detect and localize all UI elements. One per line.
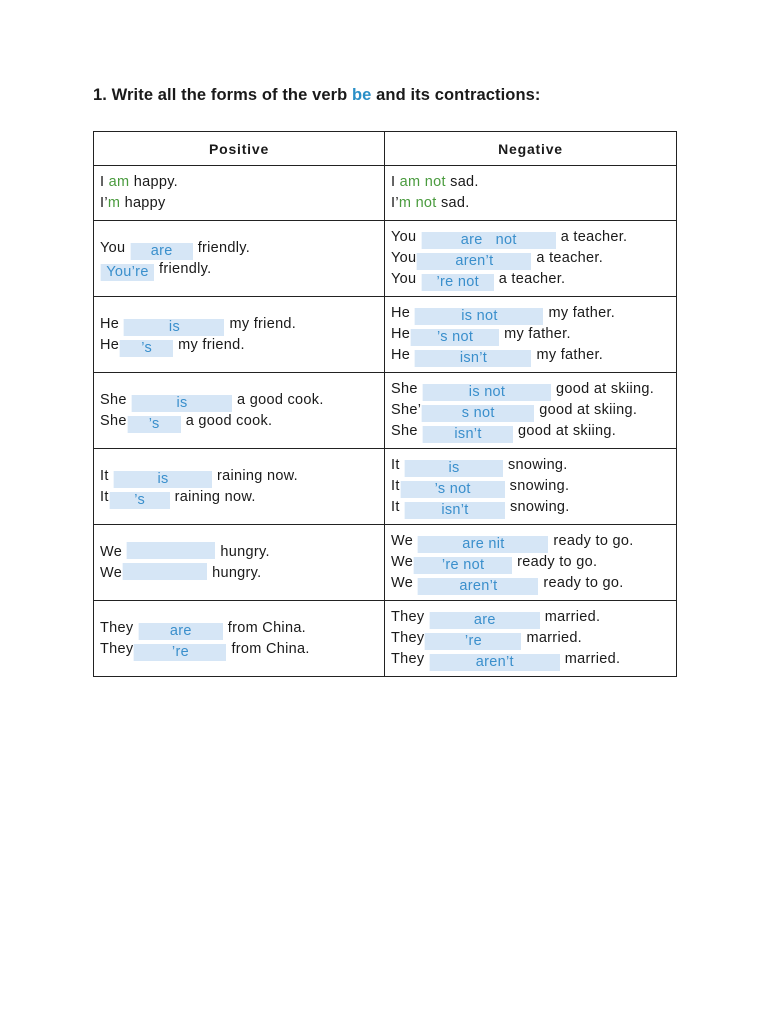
- sentence-rest: my friend.: [178, 336, 245, 353]
- sentence-line: [100, 193, 384, 214]
- sentence-line: [391, 324, 676, 345]
- sentence-line: [391, 172, 676, 193]
- subject: It: [100, 488, 109, 505]
- answer-field[interactable]: is: [404, 460, 503, 477]
- positive-cell: [94, 449, 385, 525]
- answer-field[interactable]: ’re: [133, 644, 226, 661]
- subject: She: [100, 412, 127, 429]
- subject: I: [391, 174, 400, 190]
- answer-field[interactable]: aren’t: [416, 253, 531, 270]
- verb-forms-table: [93, 131, 677, 677]
- sentence-rest: a good cook.: [185, 412, 273, 429]
- sentence-rest: happy.: [129, 174, 179, 190]
- answer-field[interactable]: aren’t: [417, 578, 538, 595]
- sentence-rest: friendly.: [197, 239, 251, 256]
- subject: He: [391, 305, 415, 321]
- negative-cell: [385, 297, 677, 373]
- sentence-rest: good at skiing.: [539, 402, 638, 418]
- sentence-line: [391, 497, 676, 518]
- sentence-line: [391, 193, 676, 214]
- answer-field[interactable]: are not: [421, 232, 556, 249]
- sentence-rest: snowing.: [509, 478, 570, 494]
- positive-cell: [94, 297, 385, 373]
- sentence-line: [100, 618, 384, 639]
- sentence-rest: my friend.: [229, 315, 297, 332]
- sentence-rest: sad.: [445, 174, 479, 190]
- answer-field[interactable]: s not: [421, 405, 534, 422]
- sentence-rest: married.: [544, 609, 601, 625]
- answer-field[interactable]: is: [131, 395, 232, 412]
- sentence-line: [100, 639, 384, 660]
- sentence-line: [391, 649, 676, 670]
- sentence-line: [391, 269, 676, 290]
- subject: He: [100, 315, 124, 332]
- title-suffix: and its contractions:: [371, 86, 541, 104]
- sentence-line: [391, 248, 676, 269]
- row-you: [94, 221, 677, 297]
- sentence-rest: good at skiing.: [556, 381, 655, 397]
- subject: It: [391, 457, 404, 473]
- positive-cell: [94, 373, 385, 449]
- sentence-line: [391, 379, 676, 400]
- positive-cell: [94, 601, 385, 677]
- sentence-line: [391, 227, 676, 248]
- answer-field[interactable]: aren’t: [429, 654, 560, 671]
- sentence-line: [100, 563, 384, 584]
- answer-field[interactable]: ’s not: [410, 329, 499, 346]
- subject: It: [100, 467, 113, 484]
- subject: They: [100, 619, 138, 636]
- answer-field[interactable]: ’re not: [421, 274, 494, 291]
- subject: You: [100, 239, 130, 256]
- subject: They: [100, 640, 134, 657]
- sentence-rest: my father.: [548, 305, 616, 321]
- answer-field[interactable]: isn’t: [404, 502, 505, 519]
- sentence-rest: my father.: [504, 326, 571, 342]
- sentence-rest: married.: [526, 630, 583, 646]
- sentence-rest: friendly.: [159, 260, 212, 277]
- answer-field[interactable]: isn’t: [422, 426, 513, 443]
- subject: I’: [391, 195, 399, 211]
- subject: She: [100, 391, 132, 408]
- sentence-line: [391, 476, 676, 497]
- verb-form: m: [107, 195, 121, 211]
- subject: He: [391, 326, 411, 342]
- subject: It: [391, 499, 404, 515]
- sentence-line: [391, 400, 676, 421]
- negative-cell: [385, 601, 677, 677]
- sentence-rest: hungry.: [220, 543, 270, 560]
- answer-field[interactable]: You’re: [100, 264, 154, 281]
- sentence-line: [391, 303, 676, 324]
- sentence-rest: snowing.: [510, 499, 570, 515]
- sentence-line: [391, 345, 676, 366]
- subject: It: [391, 478, 400, 494]
- sentence-rest: a teacher.: [560, 229, 628, 245]
- negative-cell: [385, 525, 677, 601]
- subject: I: [100, 174, 109, 190]
- subject: You: [391, 250, 417, 266]
- sentence-line: [100, 314, 384, 335]
- sentence-rest: ready to go.: [517, 554, 598, 570]
- sentence-line: [100, 542, 384, 563]
- subject: He: [100, 336, 120, 353]
- subject: She: [391, 423, 423, 439]
- sentence-rest: ready to go.: [553, 533, 634, 549]
- sentence-line: [391, 531, 676, 552]
- sentence-rest: snowing.: [508, 457, 568, 473]
- row-she: [94, 373, 677, 449]
- answer-field[interactable]: are: [429, 612, 540, 629]
- answer-field[interactable]: are: [138, 623, 223, 640]
- sentence-rest: my father.: [536, 347, 604, 363]
- sentence-rest: good at skiing.: [518, 423, 617, 439]
- sentence-line: [100, 259, 384, 280]
- negative-cell: [385, 166, 677, 221]
- positive-header: Positive: [94, 132, 385, 166]
- sentence-rest: from China.: [227, 619, 307, 636]
- sentence-rest: raining now.: [217, 467, 298, 484]
- subject: They: [391, 609, 429, 625]
- sentence-line: [391, 628, 676, 649]
- sentence-rest: raining now.: [174, 488, 256, 505]
- subject: We: [391, 533, 418, 549]
- sentence-rest: from China.: [231, 640, 310, 657]
- sentence-line: [100, 238, 384, 259]
- negative-cell: [385, 373, 677, 449]
- row-they: [94, 601, 677, 677]
- sentence-line: [100, 466, 384, 487]
- exercise-title: [93, 86, 541, 105]
- verb-form: am: [108, 174, 130, 190]
- subject: You: [391, 229, 421, 245]
- subject: She’: [391, 402, 422, 418]
- positive-cell: [94, 221, 385, 297]
- answer-field[interactable]: is: [123, 319, 224, 336]
- subject: We: [391, 575, 418, 591]
- sentence-rest: sad.: [436, 195, 470, 211]
- negative-cell: [385, 221, 677, 297]
- sentence-line: [100, 172, 384, 193]
- sentence-line: [391, 421, 676, 442]
- answer-field[interactable]: are nit: [417, 536, 548, 553]
- subject: You: [391, 271, 421, 287]
- sentence-rest: a teacher.: [498, 271, 566, 287]
- sentence-line: [391, 607, 676, 628]
- answer-field[interactable]: ’s: [119, 340, 173, 357]
- subject: They: [391, 651, 429, 667]
- positive-cell: [94, 166, 385, 221]
- positive-cell: [94, 525, 385, 601]
- row-we: [94, 525, 677, 601]
- row-he: [94, 297, 677, 373]
- sentence-line: [391, 552, 676, 573]
- answer-field[interactable]: ’re not: [413, 557, 512, 574]
- sentence-rest: married.: [564, 651, 621, 667]
- negative-cell: [385, 449, 677, 525]
- answer-field[interactable]: is not: [414, 308, 543, 325]
- subject: They: [391, 630, 425, 646]
- title-verb: be: [352, 86, 372, 104]
- sentence-line: [100, 411, 384, 432]
- row-i: [94, 166, 677, 221]
- sentence-rest: happy: [120, 195, 166, 211]
- subject: We: [100, 543, 127, 560]
- sentence-line: [391, 455, 676, 476]
- answer-field[interactable]: ’s: [109, 492, 170, 509]
- verb-form: m not: [398, 195, 437, 211]
- subject: We: [100, 564, 123, 581]
- sentence-line: [391, 573, 676, 594]
- row-it: [94, 449, 677, 525]
- answer-field[interactable]: [122, 563, 207, 580]
- sentence-rest: a teacher.: [536, 250, 604, 266]
- header-row: [94, 132, 677, 166]
- sentence-line: [100, 390, 384, 411]
- answer-field[interactable]: ’s not: [400, 481, 505, 498]
- subject: We: [391, 554, 414, 570]
- answer-field[interactable]: are: [130, 243, 193, 260]
- negative-header: Negative: [385, 132, 677, 166]
- title-prefix: 1. Write all the forms of the verb: [93, 86, 352, 104]
- answer-field[interactable]: ’s: [127, 416, 181, 433]
- answer-field[interactable]: is not: [422, 384, 551, 401]
- answer-field[interactable]: isn’t: [414, 350, 531, 367]
- verb-form: am not: [399, 174, 446, 190]
- subject: I’: [100, 195, 108, 211]
- sentence-rest: ready to go.: [543, 575, 624, 591]
- sentence-rest: a good cook.: [237, 391, 324, 408]
- answer-field[interactable]: [126, 542, 215, 559]
- sentence-line: [100, 335, 384, 356]
- sentence-rest: hungry.: [212, 564, 262, 581]
- subject: He: [391, 347, 415, 363]
- sentence-line: [100, 487, 384, 508]
- answer-field[interactable]: is: [113, 471, 212, 488]
- answer-field[interactable]: ’re: [424, 633, 521, 650]
- subject: She: [391, 381, 423, 397]
